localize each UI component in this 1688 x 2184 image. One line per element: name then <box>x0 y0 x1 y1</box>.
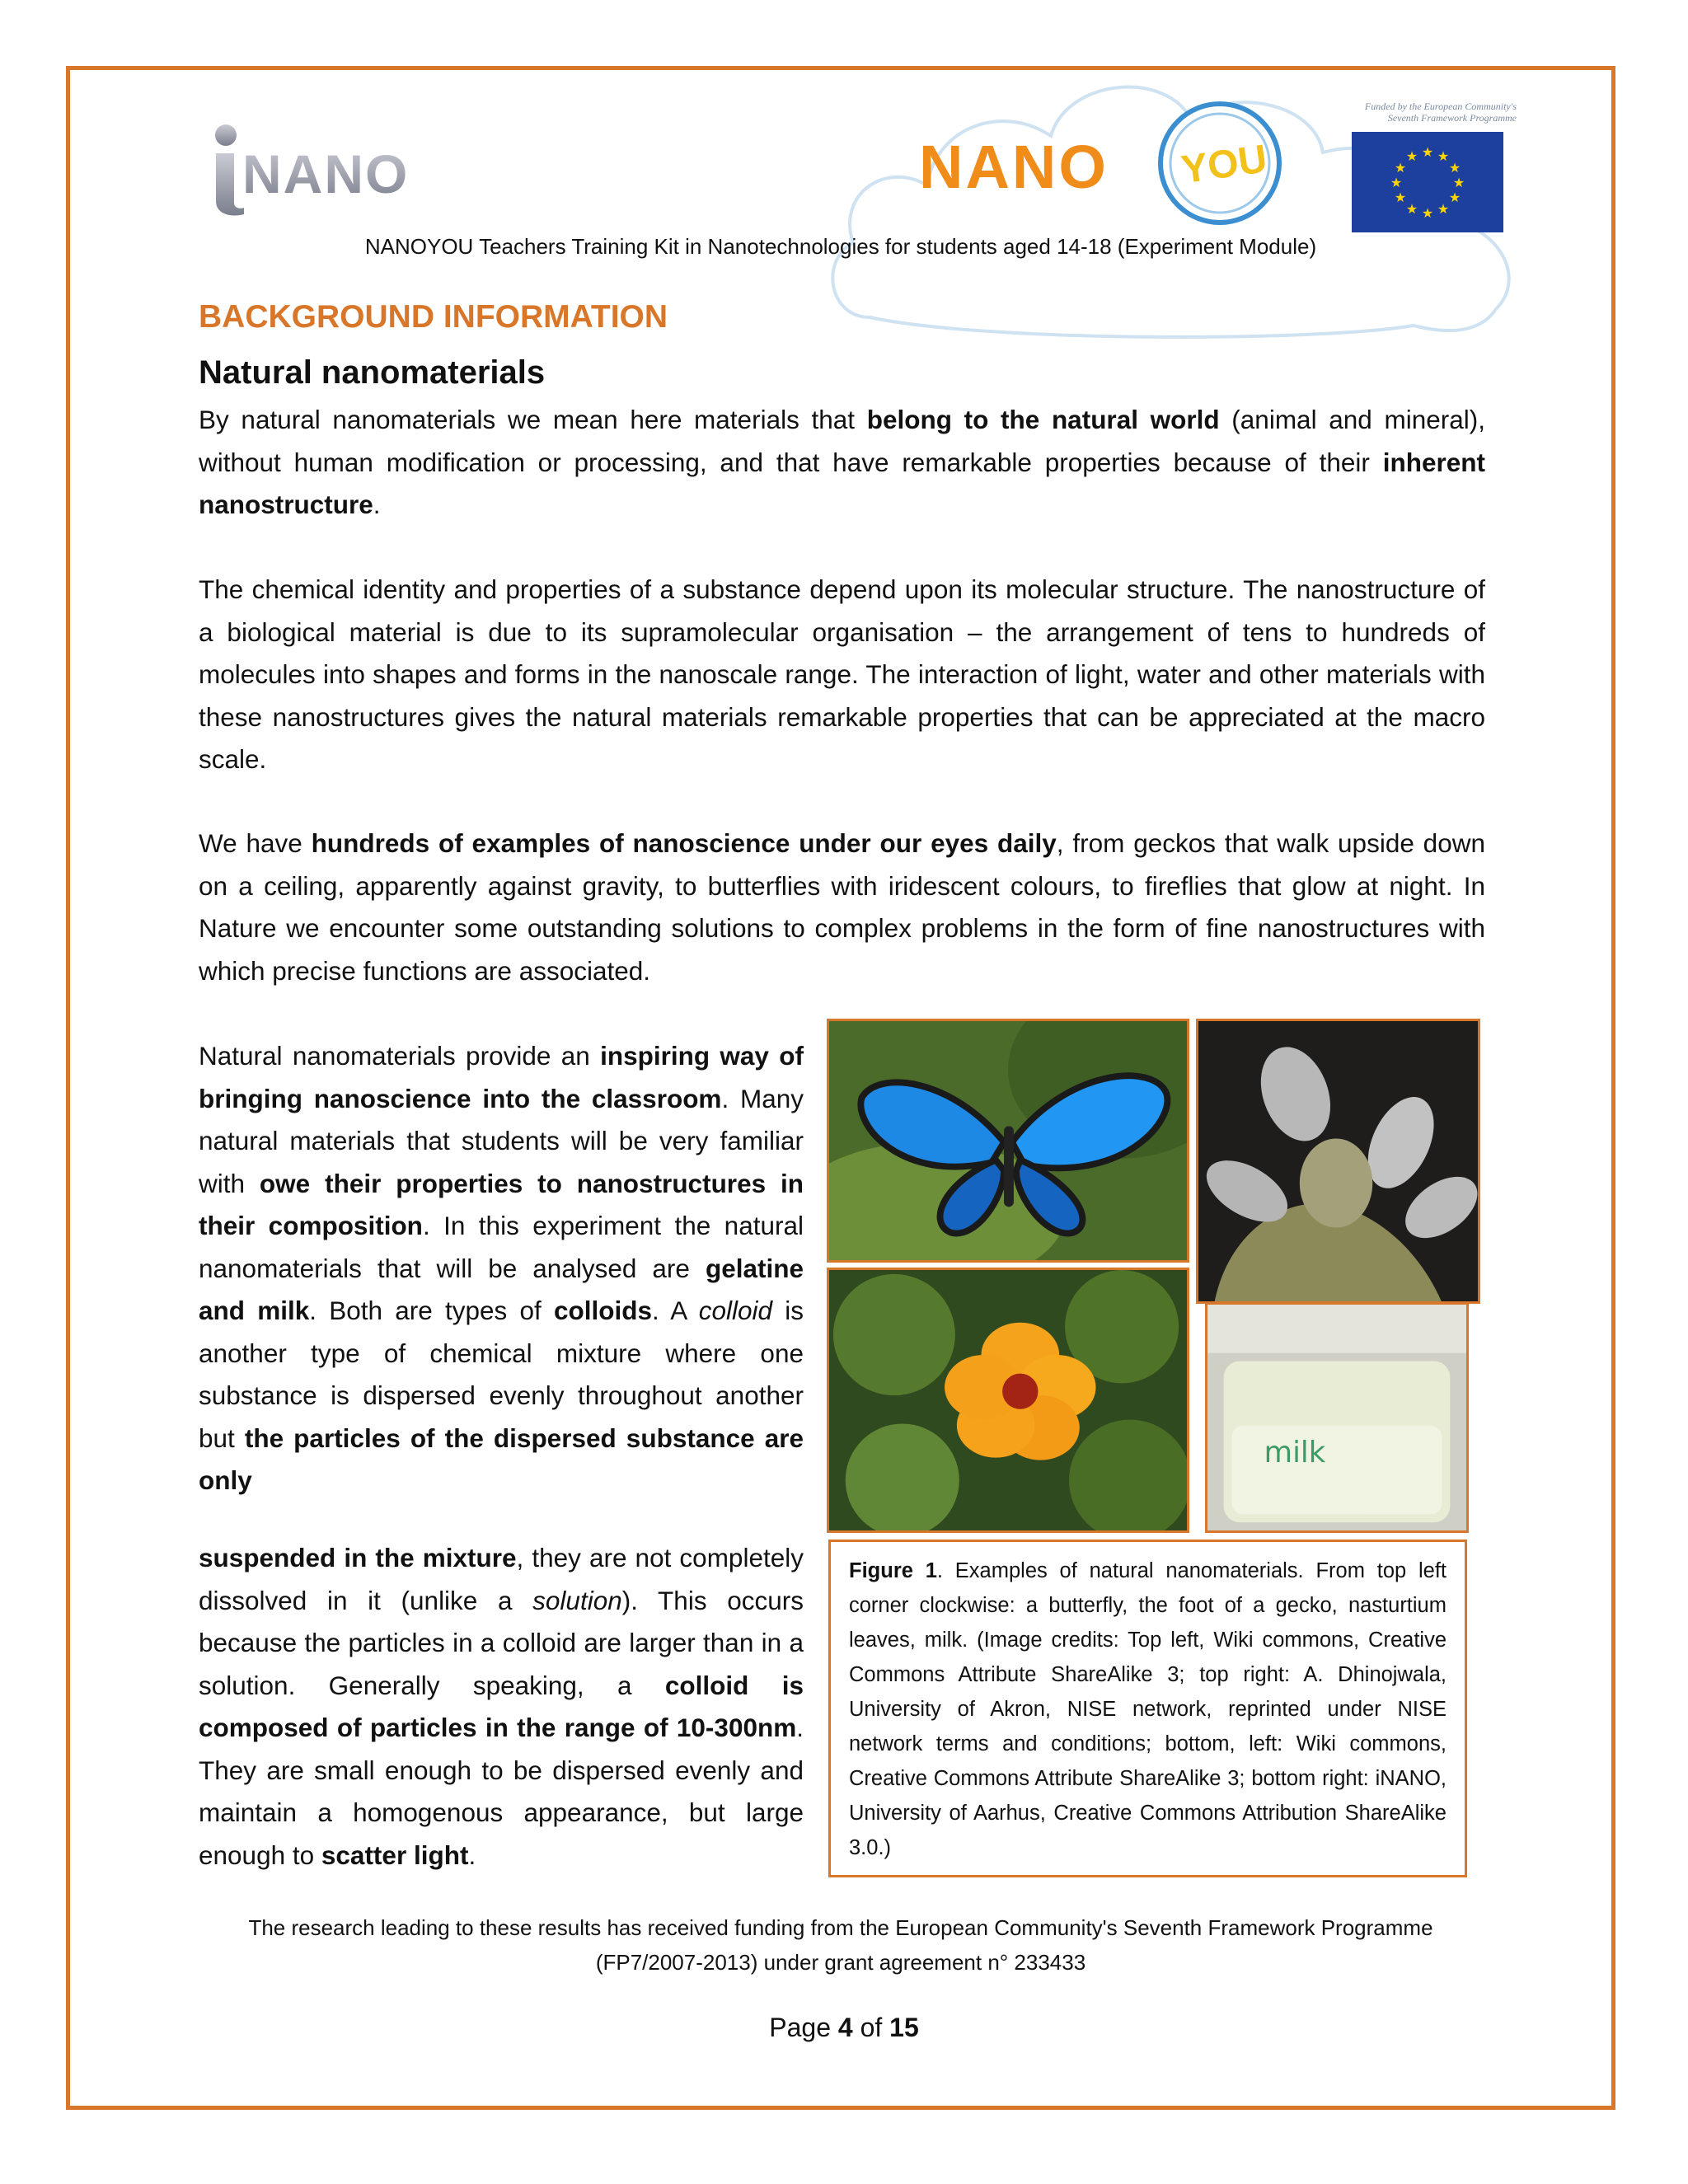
emphasis: hundreds of examples of nanoscience under our eyes daily <box>311 828 1057 858</box>
paragraph-colloid <box>199 1537 804 1877</box>
funding-notice <box>165 1910 1517 1980</box>
page-of: of <box>852 2013 890 2042</box>
paragraph-intro <box>199 399 1485 527</box>
svg-text:YOU: YOU <box>1179 137 1270 193</box>
figure-caption-text: . Examples of natural nanomaterials. From top left corner clockwise: a butterfly, the foot of a gecko, nasturtium leaves, milk. (Image credits: Top left, Wiki commons, Creative Commons Attribute ShareAlike 3; top right: A. Dhinojwala, University of Akron, NISE network, reprinted under NISE network terms and conditions; bottom, left: Wiki commons, Creative Commons Attribute ShareAlike 3; bottom right: iNANO, University of Aarhus, Creative Commons Attribution ShareAlike 3.0.) <box>849 1559 1447 1859</box>
paragraph-molecular-structure: The chemical identity and properties of a substance depend upon its molecular structure. The nanostructure of a biological material is due to its supramolecular organisation – the arrangement of tens to hundreds of molecules into shapes and forms in the nanoscale range. The interaction of light, water and other materials with these nanostructures gives the natural materials remarkable properties that can be appreciated at the macro scale. <box>199 574 1485 774</box>
svg-text:★: ★ <box>1448 160 1461 176</box>
nanoyou-logo <box>919 97 1306 229</box>
svg-text:★: ★ <box>1421 144 1434 160</box>
milk-photo <box>1205 1302 1469 1533</box>
svg-text:★: ★ <box>1394 190 1407 205</box>
page-prefix: Page <box>769 2013 838 2042</box>
figure-label: Figure 1 <box>849 1559 937 1582</box>
text-run: is another type of chemical mixture where one substance is dispersed evenly throughout another but <box>199 1296 804 1453</box>
text-run: . They are small enough to be dispersed evenly and maintain a homogenous appearance, but large enough to <box>199 1713 804 1870</box>
svg-text:NANO: NANO <box>919 133 1109 201</box>
page-current: 4 <box>837 2013 853 2042</box>
text-run: We have <box>199 828 312 858</box>
text-run: . <box>468 1840 476 1870</box>
page-total: 15 <box>889 2013 919 2042</box>
svg-text:★: ★ <box>1448 190 1461 205</box>
paragraph-classroom <box>199 1035 804 1502</box>
butterfly-photo <box>827 1019 1189 1263</box>
text-run: (animal and mineral), without human modification or processing, and that have remarkable properties because of their <box>199 405 1485 477</box>
eu-funding-line-2: Seventh Framework Programme <box>1387 112 1517 124</box>
subsection-title: Natural nanomaterials <box>199 354 546 391</box>
text-run: , they are not completely dissolved in it (unlike a <box>199 1543 804 1615</box>
funding-line-2: (FP7/2007-2013) under grant agreement n° 233433 <box>595 1950 1086 1975</box>
text-run: , from geckos that walk upside down on a ceiling, apparently against gravity, to butterflies with iridescent colours, to fireflies that glow at night. In Nature we encounter some outstanding solutions to complex problems in the form of fine nanostructures with which precise functions are associated. <box>199 828 1485 986</box>
milk-label: milk <box>1264 1435 1326 1469</box>
text-run: . Many natural materials that students will be very familiar with <box>199 1083 804 1198</box>
gecko-foot-photo <box>1196 1019 1480 1304</box>
svg-text:★: ★ <box>1452 175 1465 190</box>
emphasis: the particles of the dispersed substance are only <box>199 1422 804 1495</box>
italic-term: solution <box>532 1585 622 1615</box>
paragraph-examples <box>199 823 1485 992</box>
emphasis: scatter light <box>321 1840 469 1870</box>
eu-funding-note <box>1319 101 1517 124</box>
svg-text:★: ★ <box>1421 205 1434 221</box>
text-run: By natural nanomaterials we mean here materials that <box>199 405 867 434</box>
figure-caption <box>828 1540 1467 1877</box>
emphasis: gelatine and milk <box>199 1253 804 1325</box>
svg-text:★: ★ <box>1437 201 1450 217</box>
emphasis: belong to the natural world <box>866 405 1220 434</box>
text-run: ). This occurs because the particles in a colloid are larger than in a solution. Generally speaking, a <box>199 1585 804 1700</box>
emphasis: colloids <box>553 1296 652 1325</box>
svg-text:★: ★ <box>1394 160 1407 176</box>
emphasis: colloid is composed of particles in the range of 10-300nm <box>199 1670 804 1742</box>
inano-logo <box>201 122 457 221</box>
svg-text:★: ★ <box>1390 175 1403 190</box>
emphasis: suspended in the mixture <box>199 1543 517 1572</box>
section-title: BACKGROUND INFORMATION <box>199 299 668 335</box>
emphasis: inspiring way of bringing nanoscience into the classroom <box>199 1041 804 1113</box>
document-header: NANOYOU Teachers Training Kit in Nanotechnologies for students aged 14-18 (Experiment Module) <box>364 234 1317 259</box>
svg-text:★: ★ <box>1405 148 1418 164</box>
page-number <box>0 2009 1688 2046</box>
emphasis: inherent nanostructure <box>199 447 1485 519</box>
text-run: Natural nanomaterials provide an <box>199 1041 601 1071</box>
eu-funding-line-1: Funded by the European Community's <box>1364 101 1517 112</box>
nasturtium-photo <box>827 1268 1189 1533</box>
text-run: . A <box>652 1296 699 1325</box>
svg-text:★: ★ <box>1437 148 1450 164</box>
eu-flag-icon <box>1352 132 1503 232</box>
funding-line-1: The research leading to these results has received funding from the European Community's Seventh Framework Programme <box>248 1915 1433 1940</box>
text-run: . Both are types of <box>309 1296 554 1325</box>
svg-text:★: ★ <box>1405 201 1418 217</box>
italic-term: colloid <box>698 1296 773 1325</box>
text-run: . In this experiment the natural nanomaterials that will be analysed are <box>199 1211 804 1283</box>
text-run: . <box>373 490 381 519</box>
svg-text:NANO: NANO <box>242 143 410 204</box>
emphasis: owe their properties to nanostructures in their composition <box>199 1168 804 1240</box>
